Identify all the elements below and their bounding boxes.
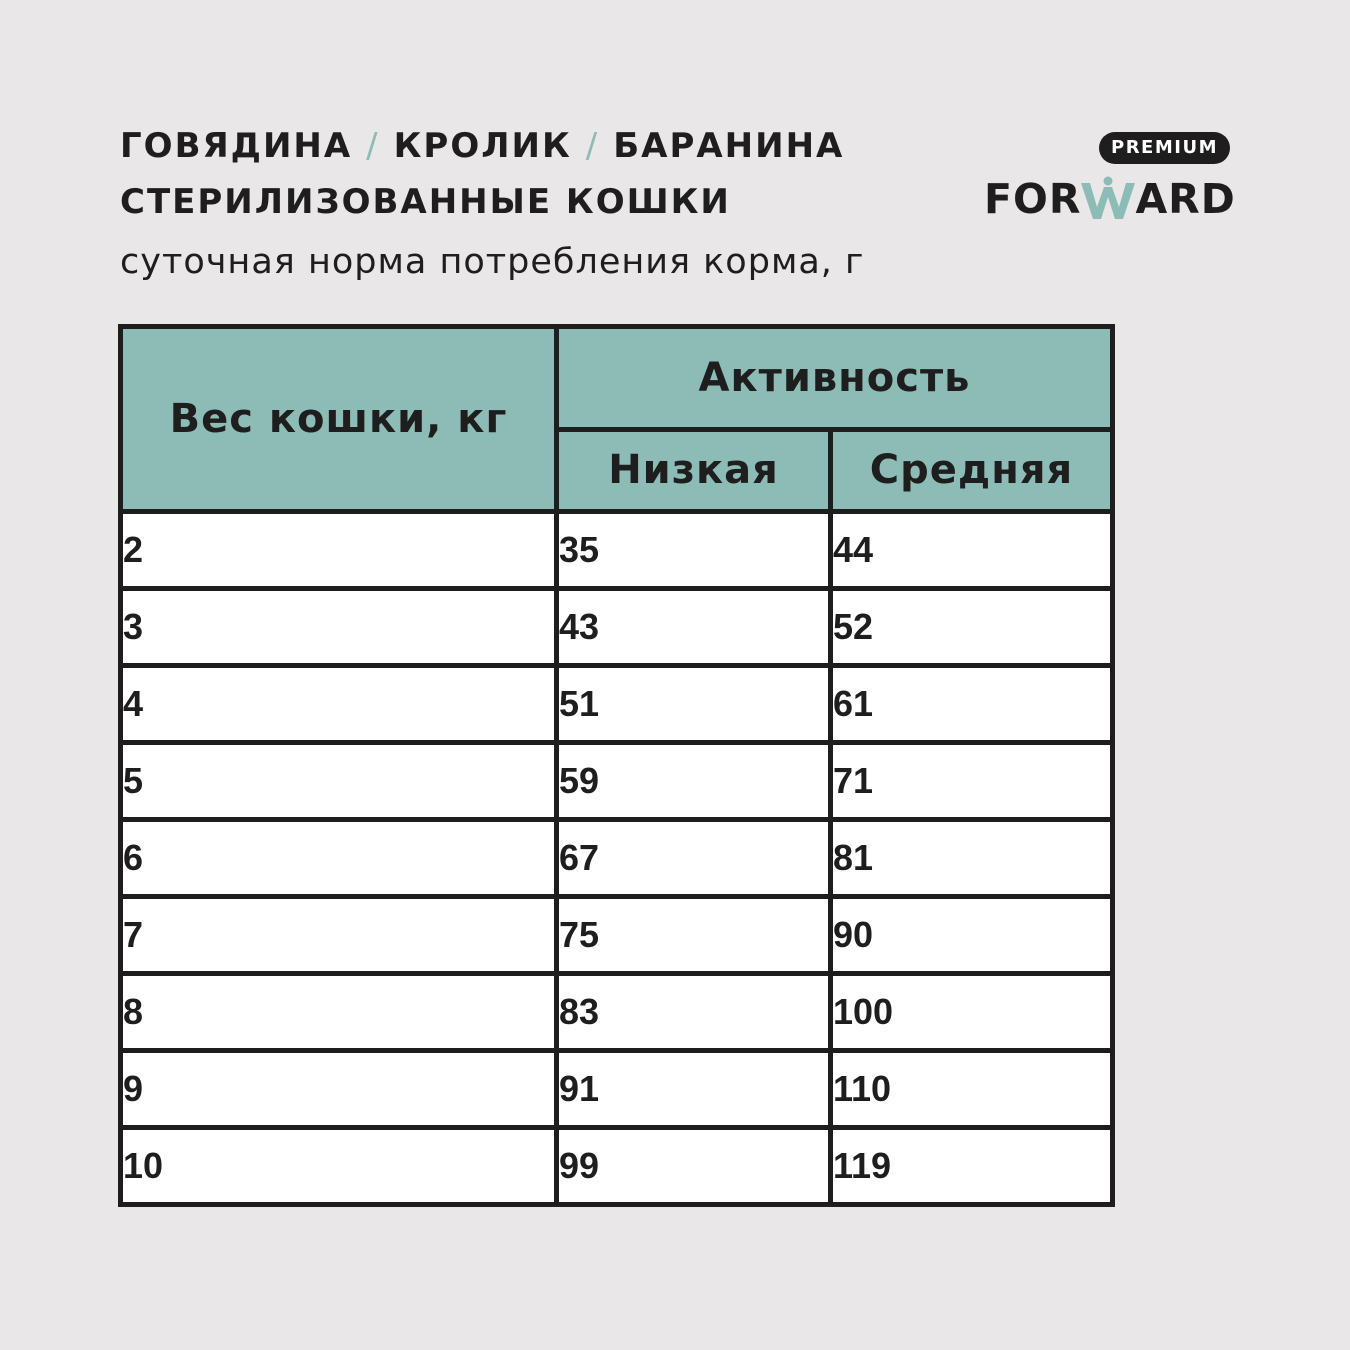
logo-word-left: FOR <box>984 175 1082 223</box>
cell-medium: 44 <box>831 512 1113 589</box>
table-row <box>121 820 1113 897</box>
subtitle: суточная норма потребления корма, г <box>120 242 865 282</box>
meat-beef: ГОВЯДИНА <box>120 126 353 166</box>
cell-medium: 100 <box>831 974 1113 1051</box>
cell-weight: 7 <box>121 897 557 974</box>
cell-medium: 90 <box>831 897 1113 974</box>
meat-types <box>120 118 880 174</box>
table-row <box>121 666 1113 743</box>
cell-low: 35 <box>557 512 831 589</box>
table-row <box>121 1128 1113 1205</box>
cell-low: 91 <box>557 1051 831 1128</box>
cell-weight: 5 <box>121 743 557 820</box>
cell-weight: 10 <box>121 1128 557 1205</box>
cell-medium: 71 <box>831 743 1113 820</box>
cell-weight: 6 <box>121 820 557 897</box>
cell-low: 75 <box>557 897 831 974</box>
header <box>120 118 880 294</box>
header-low: Низкая <box>557 429 831 511</box>
header-activity: Активность <box>557 327 1113 430</box>
header-medium: Средняя <box>831 429 1113 511</box>
cell-medium: 81 <box>831 820 1113 897</box>
cell-low: 83 <box>557 974 831 1051</box>
crown-w-icon <box>1079 175 1137 223</box>
cell-weight: 4 <box>121 666 557 743</box>
header-weight: Вес кошки, кг <box>121 327 557 512</box>
logo-word-right: ARD <box>1135 175 1236 223</box>
separator: / <box>366 126 380 166</box>
cell-medium: 61 <box>831 666 1113 743</box>
cell-low: 67 <box>557 820 831 897</box>
table-row <box>121 897 1113 974</box>
table-row <box>121 974 1113 1051</box>
cell-medium: 52 <box>831 589 1113 666</box>
table-row <box>121 743 1113 820</box>
logo-wordmark <box>984 176 1236 222</box>
cell-low: 51 <box>557 666 831 743</box>
cell-weight: 9 <box>121 1051 557 1128</box>
feeding-table <box>118 324 1115 1207</box>
cell-low: 43 <box>557 589 831 666</box>
cell-medium: 119 <box>831 1128 1113 1205</box>
cell-medium: 110 <box>831 1051 1113 1128</box>
cell-low: 59 <box>557 743 831 820</box>
separator: / <box>585 126 600 166</box>
table-row <box>121 1051 1113 1128</box>
meat-rabbit: КРОЛИК <box>393 126 572 166</box>
premium-badge: PREMIUM <box>1099 132 1230 164</box>
table-row <box>121 589 1113 666</box>
cell-weight: 8 <box>121 974 557 1051</box>
cell-weight: 3 <box>121 589 557 666</box>
brand-logo <box>984 132 1234 222</box>
meat-lamb: БАРАНИНА <box>613 126 845 166</box>
audience: СТЕРИЛИЗОВАННЫЕ КОШКИ <box>120 182 731 222</box>
cell-low: 99 <box>557 1128 831 1205</box>
table-row <box>121 512 1113 589</box>
cell-weight: 2 <box>121 512 557 589</box>
